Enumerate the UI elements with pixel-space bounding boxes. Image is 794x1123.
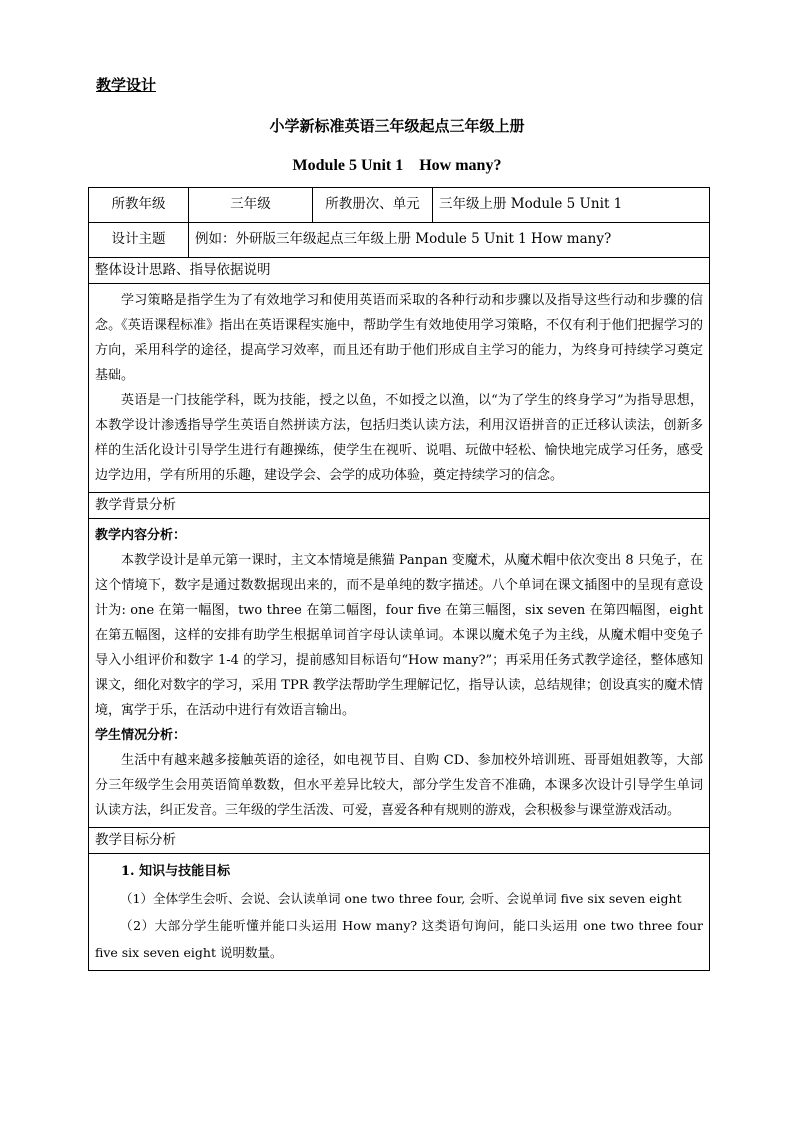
- theme-label: 设计主题: [89, 223, 189, 258]
- objectives-body: [89, 854, 710, 971]
- unit-label: 所教册次、单元: [313, 188, 433, 223]
- student-analysis-title: 学生情况分析：: [95, 728, 187, 743]
- grade-row: [89, 188, 710, 223]
- document-label: 教学设计: [96, 76, 157, 94]
- knowledge-skill-title: 1. 知识与技能目标: [121, 864, 231, 879]
- background-body: [89, 519, 710, 828]
- lesson-plan-table: [88, 187, 710, 971]
- theme-row: [89, 223, 710, 258]
- overall-heading: 整体设计思路、指导依据说明: [89, 258, 710, 284]
- overall-heading-row: [89, 258, 710, 284]
- overall-body-row: [89, 284, 710, 493]
- overall-paragraph-1: 学习策略是指学生为了有效地学习和使用英语而采取的各种行动和步骤以及指导这些行动和步骤的信念。《英语课程标准》指出在英语课程实施中，帮助学生有效地使用学习策略，不仅有利于他们把握学习的方向，采用科学的途径，提高学习效率，而且还有助于他们形成自主学习的能力，为终身可持续学习奠定基础。: [95, 293, 703, 383]
- document-title: 小学新标准英语三年级起点三年级上册: [269, 117, 525, 135]
- grade-value: 三年级: [189, 188, 313, 223]
- background-body-row: [89, 519, 710, 828]
- grade-label: 所教年级: [89, 188, 189, 223]
- background-heading-row: [89, 493, 710, 519]
- content-analysis-paragraph: 本教学设计是单元第一课时，主文本情境是熊猫 Panpan 变魔术，从魔术帽中依次变出 8 只兔子，在这个情境下，数字是通过数数据现出来的，而不是单纯的数字描述。八个单词在课文插图中的呈现有意设计为: one 在第一幅图，two three 在第二幅图，four five 在第三幅图，six seven 在第四幅图，eight 在第五幅图，这样的安排有助学生根据单词首字母认读单词。本课以魔术兔子为主线，从魔术帽中变兔子导入小组评价和数字 1-4 的学习，提前感知目标语句“How many?”；再采用任务式教学途径，整体感知课文，细化对数字的学习，采用 TPR 教学法帮助学生理解记忆，指导认读，总结规律；创设真实的魔术情境，寓学于乐，在活动中进行有效语言输出。: [95, 553, 703, 718]
- content-analysis-title: 教学内容分析：: [95, 528, 187, 543]
- objectives-heading-row: [89, 828, 710, 854]
- student-analysis-paragraph: 生活中有越来越多接触英语的途径，如电视节目、自购 CD、参加校外培训班、哥哥姐姐教等，大部分三年级学生会用英语简单数数，但水平差异比较大，部分学生发音不准确，本课多次设计引导学生单词认读方法，纠正发音。三年级的学生活泼、可爱，喜爱各种有规则的游戏，会积极参与课堂游戏活动。: [95, 753, 703, 818]
- background-heading: 教学背景分析: [89, 493, 710, 519]
- overall-body: [89, 284, 710, 493]
- overall-paragraph-2: 英语是一门技能学科，既为技能，授之以鱼，不如授之以渔，以“为了学生的终身学习”为指导思想，本教学设计渗透指导学生英语自然拼读方法，包括归类认读方法，利用汉语拼音的正迁移认读法，创新多样的生活化设计引导学生进行有趣操练，使学生在视听、说唱、玩做中轻松、愉快地完成学习任务，感受边学边用，学有所用的乐趣，建设学会、会学的成功体验，奠定持续学习的信念。: [95, 393, 703, 483]
- objectives-heading: 教学目标分析: [89, 828, 710, 854]
- objectives-body-row: [89, 854, 710, 971]
- objective-item-1: （1）全体学生会听、会说、会认读单词 one two three four, 会听、会说单词 five six seven eight: [120, 891, 682, 906]
- objective-item-2: （2）大部分学生能听懂并能口头运用 How many? 这类语句询问，能口头运用 one two three four five six seven eight 说明数量。: [95, 918, 703, 960]
- theme-value: 例如：外研版三年级起点三年级上册 Module 5 Unit 1 How many?: [189, 223, 710, 258]
- document-subtitle: Module 5 Unit 1 How many?: [292, 157, 502, 174]
- unit-value: 三年级上册 Module 5 Unit 1: [433, 188, 710, 223]
